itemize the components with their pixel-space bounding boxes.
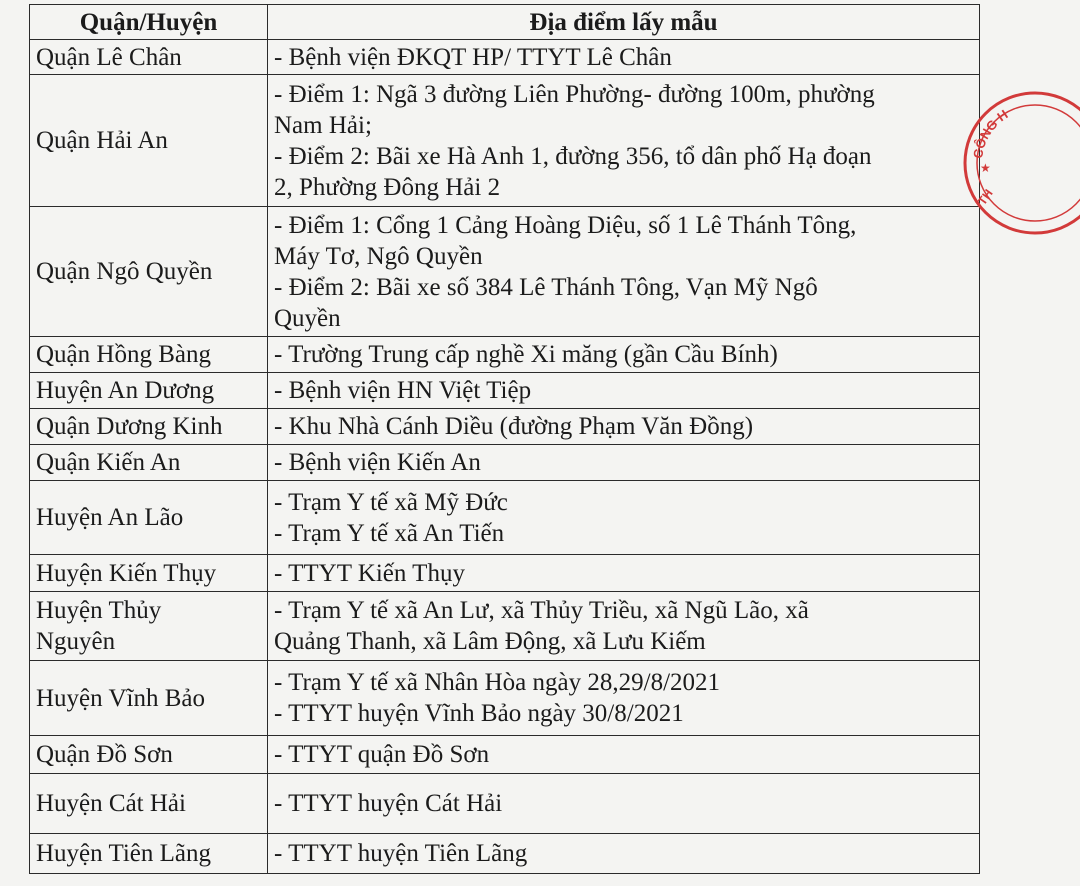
header-district: Quận/Huyện	[30, 5, 268, 40]
district-cell: Huyện Cát Hải	[30, 774, 268, 834]
table-row	[30, 481, 980, 555]
location-cell: - TTYT quận Đồ Sơn	[268, 736, 980, 774]
table-row	[30, 207, 980, 337]
location-cell: - TTYT huyện Cát Hải	[268, 774, 980, 834]
table-row	[30, 661, 980, 736]
district-cell: Huyện Kiến Thụy	[30, 555, 268, 592]
district-cell: Huyện Tiên Lãng	[30, 834, 268, 874]
district-cell: Quận Ngô Quyền	[30, 207, 268, 337]
stamp-lower-mark: TH	[974, 186, 996, 208]
table-row	[30, 834, 980, 874]
district-cell: Huyện An Lão	[30, 481, 268, 555]
stamp-text: CÔNG H	[970, 106, 1011, 160]
location-cell: - TTYT Kiến Thụy	[268, 555, 980, 592]
district-cell: Quận Kiến An	[30, 445, 268, 481]
district-cell: Huyện An Dương	[30, 373, 268, 409]
district-cell: Huyện Thủy Nguyên	[30, 592, 268, 661]
district-cell: Quận Hồng Bàng	[30, 337, 268, 373]
table-row	[30, 409, 980, 445]
location-cell: - Trạm Y tế xã Mỹ Đức - Trạm Y tế xã An Tiến	[268, 481, 980, 555]
table-row	[30, 337, 980, 373]
location-cell: - Trạm Y tế xã Nhân Hòa ngày 28,29/8/2021 - TTYT huyện Vĩnh Bảo ngày 30/8/2021	[268, 661, 980, 736]
location-cell: - Trạm Y tế xã An Lư, xã Thủy Triều, xã Ngũ Lão, xã Quảng Thanh, xã Lâm Động, xã Lưu Kiếm	[268, 592, 980, 661]
district-cell: Huyện Vĩnh Bảo	[30, 661, 268, 736]
table-row	[30, 75, 980, 207]
table-row	[30, 555, 980, 592]
district-cell: Quận Đồ Sơn	[30, 736, 268, 774]
location-cell: - Bệnh viện Kiến An	[268, 445, 980, 481]
table-row	[30, 592, 980, 661]
location-cell: - Điểm 1: Cổng 1 Cảng Hoàng Diệu, số 1 Lê Thánh Tông, Máy Tơ, Ngô Quyền - Điểm 2: Bãi xe số 384 Lê Thánh Tông, Vạn Mỹ Ngô Quyền	[268, 207, 980, 337]
table-row	[30, 373, 980, 409]
table-row	[30, 40, 980, 75]
location-cell: - Trường Trung cấp nghề Xi măng (gần Cầu Bính)	[268, 337, 980, 373]
table-row	[30, 736, 980, 774]
location-cell: - Khu Nhà Cánh Diều (đường Phạm Văn Đồng)	[268, 409, 980, 445]
district-cell: Quận Dương Kinh	[30, 409, 268, 445]
stamp-outer-ring	[965, 93, 1080, 233]
stamp-star-icon: ★	[980, 161, 991, 175]
table-row	[30, 774, 980, 834]
location-cell: - TTYT huyện Tiên Lãng	[268, 834, 980, 874]
sampling-locations-table	[29, 4, 980, 874]
location-cell: - Bệnh viện HN Việt Tiệp	[268, 373, 980, 409]
table-row	[30, 445, 980, 481]
district-cell: Quận Hải An	[30, 75, 268, 207]
location-cell: - Điểm 1: Ngã 3 đường Liên Phường- đường 100m, phường Nam Hải; - Điểm 2: Bãi xe Hà Anh 1, đường 356, tổ dân phố Hạ đoạn 2, Phường Đông Hải 2	[268, 75, 980, 207]
district-cell: Quận Lê Chân	[30, 40, 268, 75]
location-cell: - Bệnh viện ĐKQT HP/ TTYT Lê Chân	[268, 40, 980, 75]
table-header-row	[30, 5, 980, 40]
header-location: Địa điểm lấy mẫu	[268, 5, 980, 40]
stamp-inner-ring	[974, 105, 1080, 221]
